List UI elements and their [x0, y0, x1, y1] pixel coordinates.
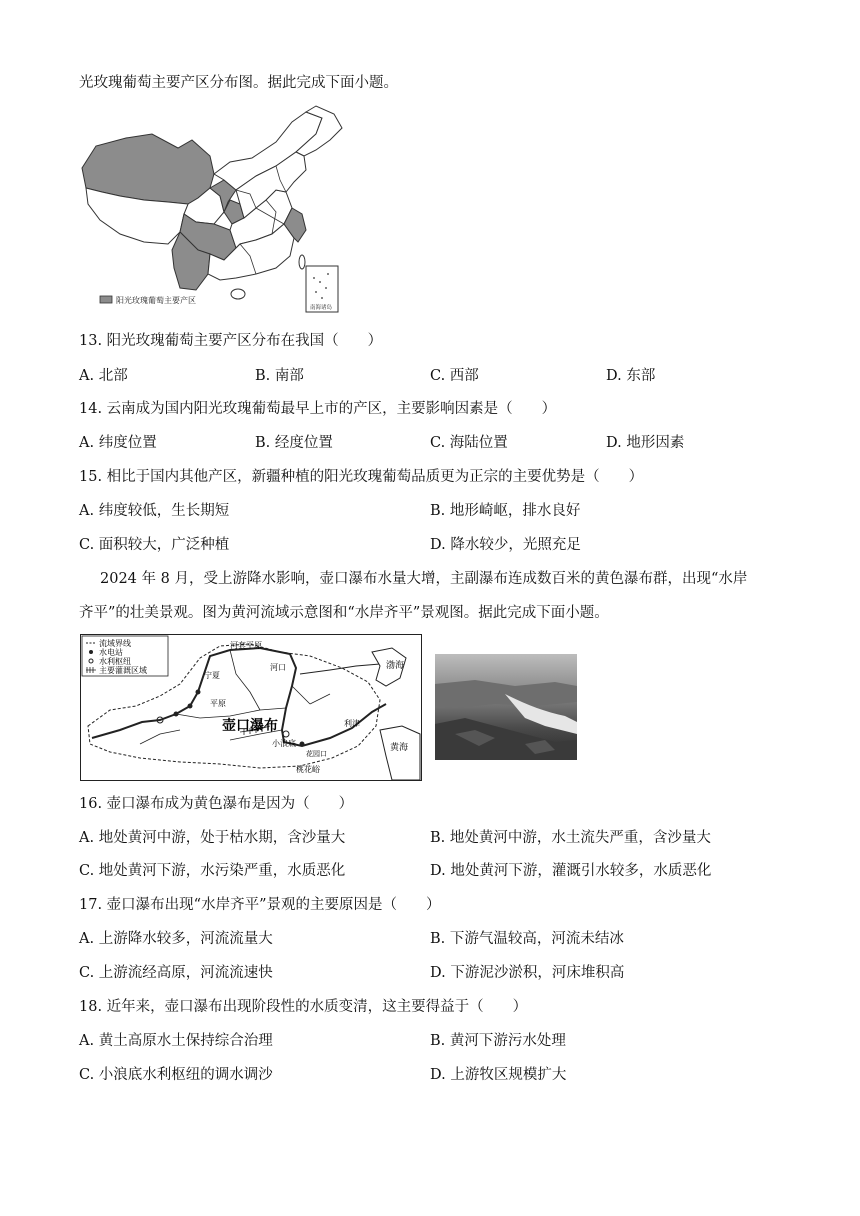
q16-option-d[interactable]: D. 地处黄河下游，灌溉引水较多，水质恶化: [430, 863, 712, 879]
q15-option-c[interactable]: C. 面积较大，广泛种植: [79, 537, 230, 553]
label-hukou-waterfall: 壶口瀑布: [222, 718, 278, 734]
passage-2-line-1: 2024 年 8 月，受上游降水影响，壶口瀑布水量大增，主副瀑布连成数百米的黄色瀑布群，出现“水岸: [100, 571, 748, 587]
waterfall-photo: [435, 654, 577, 760]
q17-option-d[interactable]: D. 下游泥沙淤积，河床堆积高: [430, 965, 625, 981]
label-xiaolangdi: 小浪底: [272, 739, 296, 748]
q16-option-a[interactable]: A. 地处黄河中游，处于枯水期，含沙量大: [79, 830, 346, 846]
china-grape-map: [80, 104, 350, 316]
label-huayuankou: 花园口: [306, 750, 327, 758]
question-16-stem: 16. 壶口瀑布成为黄色瀑布是因为（ ）: [79, 796, 354, 812]
label-hekou: 河口: [270, 663, 286, 672]
q13-option-a[interactable]: A. 北部: [79, 368, 128, 384]
q16-option-b[interactable]: B. 地处黄河中游，水土流失严重，含沙量大: [430, 830, 711, 846]
legend-basin-boundary: 流域界线: [99, 639, 131, 648]
q15-option-a[interactable]: A. 纬度较低，生长期短: [79, 503, 230, 519]
q14-option-b[interactable]: B. 经度位置: [255, 435, 333, 451]
q13-option-d[interactable]: D. 东部: [606, 368, 656, 384]
q18-option-c[interactable]: C. 小浪底水利枢纽的调水调沙: [79, 1067, 273, 1083]
q17-option-c[interactable]: C. 上游流经高原，河流流速快: [79, 965, 273, 981]
passage-intro-tail: 光玫瑰葡萄主要产区分布图。据此完成下面小题。: [79, 75, 398, 91]
q14-option-c[interactable]: C. 海陆位置: [430, 435, 508, 451]
q17-option-b[interactable]: B. 下游气温较高，河流未结冰: [430, 931, 624, 947]
q15-option-b[interactable]: B. 地形崎岖，排水良好: [430, 503, 581, 519]
q13-option-b[interactable]: B. 南部: [255, 368, 304, 384]
label-taohuayu: 桃花峪: [296, 765, 320, 774]
q14-option-d[interactable]: D. 地形因素: [606, 435, 685, 451]
q13-option-c[interactable]: C. 西部: [430, 368, 479, 384]
map-legend-label: 阳光玫瑰葡萄主要产区: [116, 296, 196, 305]
question-15-stem: 15. 相比于国内其他产区，新疆种植的阳光玫瑰葡萄品质更为正宗的主要优势是（ ）: [79, 469, 644, 485]
question-13-stem: 13. 阳光玫瑰葡萄主要产区分布在我国（ ）: [79, 333, 383, 349]
legend-irrigation: 主要灌溉区域: [99, 666, 147, 675]
passage-2-line-2: 齐平”的壮美景观。图为黄河流域示意图和“水岸齐平”景观图。据此完成下面小题。: [79, 605, 609, 621]
question-18-stem: 18. 近年来，壶口瀑布出现阶段性的水质变清，这主要得益于（ ）: [79, 999, 528, 1015]
q17-option-a[interactable]: A. 上游降水较多，河流流量大: [79, 931, 273, 947]
question-17-stem: 17. 壶口瀑布出现“水岸齐平”景观的主要原因是（ ）: [79, 897, 441, 913]
q18-option-b[interactable]: B. 黄河下游污水处理: [430, 1033, 566, 1049]
legend-water-project: 水利枢纽: [99, 657, 131, 666]
label-bohai: 渤海: [386, 661, 405, 671]
legend-hydropower: 水电站: [99, 648, 123, 657]
label-huanghai: 黄海: [390, 743, 409, 753]
q16-option-c[interactable]: C. 地处黄河下游，水污染严重，水质恶化: [79, 863, 346, 879]
question-14-stem: 14. 云南成为国内阳光玫瑰葡萄最早上市的产区，主要影响因素是（ ）: [79, 401, 557, 417]
label-ningxia: 宁夏: [204, 671, 220, 680]
q15-option-d[interactable]: D. 降水较少，光照充足: [430, 537, 581, 553]
inset-label: 南海诸岛: [310, 305, 333, 311]
yellow-river-basin-map: [80, 634, 422, 781]
q14-option-a[interactable]: A. 纬度位置: [79, 435, 157, 451]
label-hetao-plain: 河套平原: [230, 641, 262, 650]
q18-option-a[interactable]: A. 黄土高原水土保持综合治理: [79, 1033, 273, 1049]
label-pingyuan: 平原: [210, 699, 226, 708]
label-lijin: 利津: [344, 719, 360, 728]
q18-option-d[interactable]: D. 上游牧区规模扩大: [430, 1067, 567, 1083]
